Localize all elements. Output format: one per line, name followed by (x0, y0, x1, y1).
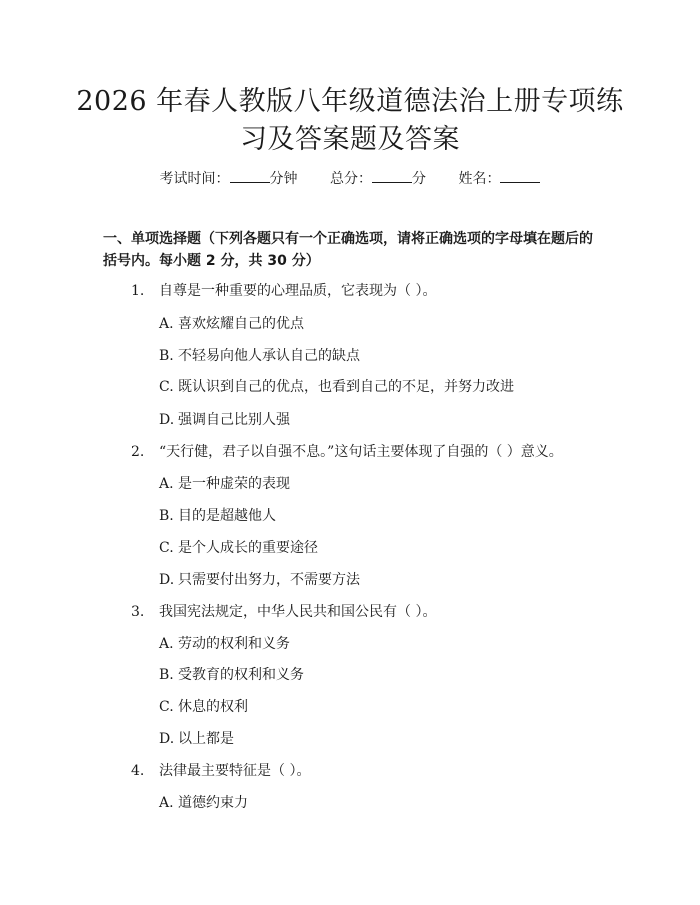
page-title-line-2: 习及答案题及答案 (240, 124, 460, 155)
option-letter: C. (159, 699, 174, 715)
option-text: 目的是超越他人 (178, 508, 276, 524)
question-1 (131, 281, 436, 301)
question-stem: 法律最主要特征是（ ）。 (159, 763, 311, 779)
question-stem: “天行健，君子以自强不息。”这句话主要体现了自强的（ ）意义。 (159, 444, 563, 460)
question-4 (131, 761, 310, 781)
name-blank (500, 168, 540, 183)
option-letter: C. (159, 540, 174, 556)
option-3d (159, 729, 234, 749)
option-3c (159, 697, 248, 717)
option-text: 是一种虚荣的表现 (178, 476, 290, 492)
option-text: 只需要付出努力，不需要方法 (178, 572, 360, 588)
option-text: 道德约束力 (178, 795, 248, 811)
option-letter: A. (159, 795, 174, 811)
option-text: 休息的权利 (178, 699, 248, 715)
option-text: 强调自己比别人强 (178, 412, 290, 428)
option-1a (159, 314, 304, 334)
option-text: 劳动的权利和义务 (178, 636, 290, 652)
option-text: 喜欢炫耀自己的优点 (178, 316, 304, 332)
total-score-unit: 分 (412, 171, 426, 187)
question-number: 2. (131, 444, 145, 460)
option-1d (159, 410, 290, 430)
question-stem: 我国宪法规定，中华人民共和国公民有（ ）。 (159, 604, 437, 620)
total-score-blank (372, 168, 412, 183)
option-3a (159, 634, 290, 654)
exam-time-blank (230, 168, 270, 183)
option-2d (159, 570, 360, 590)
exam-time-field (160, 171, 302, 187)
option-2c (159, 538, 318, 558)
question-number: 3. (131, 604, 145, 620)
question-3 (131, 602, 436, 622)
option-letter: B. (159, 508, 174, 524)
total-score-field (330, 171, 430, 187)
question-2 (131, 442, 563, 462)
option-letter: D. (159, 412, 175, 428)
option-letter: A. (159, 316, 174, 332)
option-letter: C. (159, 379, 174, 395)
option-letter: A. (159, 636, 174, 652)
option-letter: B. (159, 667, 174, 683)
option-1b (159, 346, 360, 366)
total-score-label: 总分： (330, 171, 372, 187)
name-label: 姓名： (458, 171, 501, 187)
option-text: 受教育的权利和义务 (178, 667, 304, 683)
exam-info-line (0, 168, 700, 189)
option-3b (159, 665, 304, 685)
option-1c (159, 377, 514, 397)
option-text: 既认识到自己的优点，也看到自己的不足，并努力改进 (178, 379, 514, 395)
option-letter: D. (159, 572, 175, 588)
name-field (458, 171, 540, 187)
option-2b (159, 506, 276, 526)
option-4a (159, 793, 248, 813)
exam-time-label: 考试时间： (159, 171, 230, 187)
option-text: 是个人成长的重要途径 (178, 540, 318, 556)
section-heading: 一、单项选择题（下列各题只有一个正确选项，请将正确选项的字母填在题后的括号内。每小题 2 分，共 30 分） (103, 231, 593, 269)
exam-time-unit: 分钟 (269, 171, 298, 187)
option-text: 以上都是 (178, 731, 234, 747)
question-number: 1. (131, 283, 145, 299)
option-letter: D. (159, 731, 175, 747)
question-stem: 自尊是一种重要的心理品质，它表现为（ ）。 (159, 283, 437, 299)
option-text: 不轻易向他人承认自己的缺点 (178, 348, 360, 364)
option-2a (159, 474, 290, 494)
option-letter: B. (159, 348, 174, 364)
option-letter: A. (159, 476, 174, 492)
page-title-line-1: 2026 年春人教版八年级道德法治上册专项练 (76, 86, 624, 117)
question-number: 4. (131, 763, 145, 779)
